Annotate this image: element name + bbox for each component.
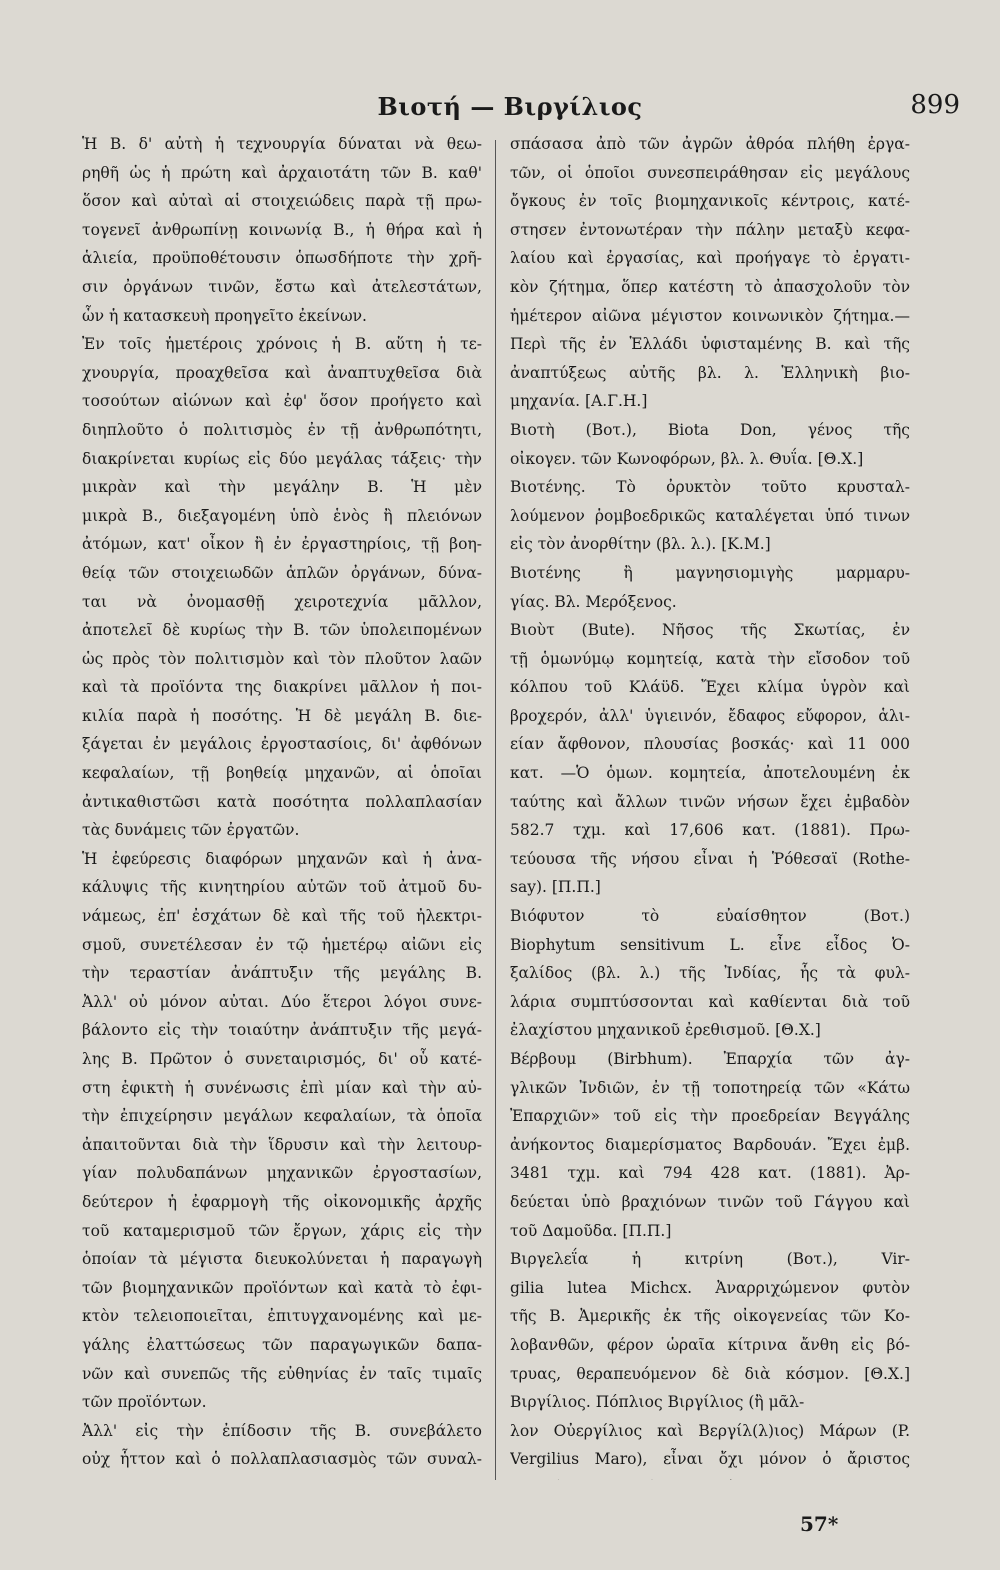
text-line: γίας. Βλ. Μερόξενος. <box>510 592 677 611</box>
text-line: βροχερόν, ἀλλ' ὑγιεινόν, ἔδαφος εὔφορον, ἁλι- <box>510 706 910 725</box>
right-column <box>510 130 910 1480</box>
text-line: λον Οὐεργίλιος καὶ Βεργίλ(λ)ιος) Μάρων (P. <box>510 1421 910 1440</box>
text-line: ὁποίαν τὰ μέγιστα διευκολύνεται ἡ παραγωγὴ <box>82 1250 482 1269</box>
text-line: βάλοντο εἰς τὴν τοιαύτην ἀνάπτυξιν τῆς μεγά- <box>82 1021 482 1040</box>
text-line: διηπλοῦτο ὁ πολιτισμὸς ἐν τῇ ἀνθρωπότητι, <box>82 420 482 439</box>
text-line: νάμεως, ἐπ' ἐσχάτων δὲ καὶ τῆς τοῦ ἠλεκτρι- <box>82 907 482 926</box>
text-line: τεύουσα τῆς νήσου εἶναι ἡ Ῥόθεσαϊ (Rothe- <box>510 849 910 868</box>
text-line: Περὶ τῆς ἐν Ἑλλάδι ὑφισταμένης Β. καὶ τῆς <box>510 335 910 354</box>
text-line: ἡμέτερον αἰῶνα μέγιστον κοινωνικὸν ζήτημα.— <box>510 306 910 325</box>
text-line: κάλυψις τῆς κινητηρίου αὐτῶν τοῦ ἀτμοῦ δυ- <box>82 878 482 897</box>
text-line: στη ἐφικτὴ ἡ συνένωσις ἐπὶ μίαν καὶ τὴν αὐ- <box>82 1078 482 1097</box>
text-line: ρηθῆ ὡς ἡ πρώτη καὶ ἀρχαιοτάτη τῶν Β. καθ' <box>82 163 482 182</box>
text-line: Βιργίλιος. Πόπλιος Βιργίλιος (ἢ μᾶλ- <box>510 1393 805 1412</box>
text-line: ἐλαχίστου μηχανικοῦ ἐρεθισμοῦ. [Θ.Χ.] <box>510 1021 821 1040</box>
text-line: τῇ ὁμωνύμῳ κομητείᾳ, κατὰ τὴν εἴσοδον τοῦ <box>510 649 910 668</box>
text-line: say). [Π.Π.] <box>510 878 601 897</box>
text-line: ἀπαιτοῦνται διὰ τὴν ἵδρυσιν καὶ τὴν λειτουρ- <box>82 1135 482 1154</box>
text-line: δεύτερον ἡ ἐφαρμογὴ τῆς οἰκονομικῆς ἀρχῆς <box>82 1192 482 1211</box>
text-line: ὄγκους ἐν τοῖς βιομηχανικοῖς κέντροις, κατέ- <box>510 192 910 211</box>
text-line: γάλης ἐλαττώσεως τῶν παραγωγικῶν δαπα- <box>82 1335 482 1354</box>
text-line: οἰκογεν. τῶν Κωνοφόρων, βλ. λ. Θυΐα. [Θ.Χ.] <box>510 449 864 468</box>
text-line: κιλία παρὰ ἡ ποσότης. Ἡ δὲ μεγάλη Β. διε- <box>82 706 482 725</box>
text-line: Ἐπαρχιῶν» τοῦ εἰς τὴν προεδρείαν Βεγγάλης <box>510 1107 910 1126</box>
left-column <box>82 130 482 1480</box>
text-line: στησεν ἐντονωτέραν τὴν πάλην μεταξὺ κεφα- <box>510 220 910 239</box>
text-line: Βιοτὴ (Βοτ.), Biota Don, γένος τῆς <box>510 420 910 439</box>
text-line: ἀνήκοντος διαμερίσματος Βαρδουάν. Ἔχει ἐμβ. <box>510 1135 910 1154</box>
text-line: ἁλιεία, προϋποθέτουσιν ὁπωσδήποτε τὴν χρῆ- <box>82 249 482 268</box>
text-line: Biophytum sensitivum L. εἶνε εἶδος Ὀ- <box>510 935 910 954</box>
text-line: ἀντικαθιστῶσι κατὰ ποσότητα πολλαπλασίαν <box>82 792 482 811</box>
text-line: χνουργία, προαχθεῖσα καὶ ἀναπτυχθεῖσα διὰ <box>82 363 482 382</box>
text-line: λούμενον ῥομβοεδρικῶς καταλέγεται ὑπό τινων <box>510 506 910 525</box>
text-line: μικρὰ Β., διεξαγομένη ὑπὸ ἑνὸς ἢ πλειόνων <box>82 506 482 525</box>
text-line: τοῦ καταμερισμοῦ τῶν ἔργων, χάρις εἰς τὴν <box>82 1221 482 1240</box>
text-line: τογενεῖ ἀνθρωπίνῃ κοινωνίᾳ Β., ἡ θήρα καὶ ἡ <box>82 220 482 239</box>
text-line: ἀναπτύξεως αὐτῆς βλ. λ. Ἑλληνικὴ βιο- <box>510 363 910 382</box>
text-line: μικρὰν καὶ τὴν μεγάλην Β. Ἡ μὲν <box>82 478 482 497</box>
text-line: Βιργελεΐα ἡ κιτρίνη (Βοτ.), Vir- <box>510 1250 910 1269</box>
text-line: Vergilius Maro), εἶναι ὄχι μόνον ὁ ἄριστος <box>510 1450 910 1469</box>
text-line: λάρια συμπτύσσονται καὶ καθίενται διὰ τοῦ <box>510 992 910 1011</box>
text-line: gilia lutea Michcx. Ἀναρριχώμενον φυτὸν <box>510 1278 910 1297</box>
text-line: Ἡ Β. δ' αὐτὴ ἡ τεχνουργία δύναται νὰ θεω- <box>82 135 482 153</box>
text-line: Ἀλλ' οὐ μόνον αὐται. Δύο ἕτεροι λόγοι συνε- <box>82 992 482 1011</box>
text-line: γίαν πολυδαπάνων μηχανικῶν ἐργοστασίων, <box>82 1164 482 1183</box>
running-head: Βιοτή — Βιργίλιος <box>377 92 643 121</box>
text-line <box>510 1474 910 1480</box>
text-line: σιν ὀργάνων τινῶν, ἔστω καὶ ἀτελεστάτων, <box>82 277 482 296</box>
text-line: τοσούτων αἰώνων καὶ ἐφ' ὅσον προήγετο καὶ <box>82 392 482 411</box>
text-line: ὡς πρὸς τὸν πολιτισμὸν καὶ τὸν πλοῦτον λαῶν <box>82 649 482 668</box>
text-line: τὴν ἐπιχείρησιν μεγάλων κεφαλαίων, τὰ ὁποῖα <box>82 1107 482 1126</box>
text-line: ξαλίδος (βλ. λ.) τῆς Ἰνδίας, ἧς τὰ φυλ- <box>510 964 910 983</box>
text-line: τοῦ Δαμοῦδα. [Π.Π.] <box>510 1221 672 1240</box>
text-line: λοβανθῶν, φέρον ὡραῖα κίτρινα ἄνθη εἰς βό- <box>510 1335 910 1354</box>
text-line: διακρίνεται κυρίως εἰς δύο μεγάλας τάξεις· τὴν <box>82 449 482 468</box>
text-line: ται νὰ ὀνομασθῇ χειροτεχνία μᾶλλον, <box>82 592 482 611</box>
text-line: σμοῦ, συνετέλεσαν ἐν τῷ ἡμετέρῳ αἰῶνι εἰς <box>82 935 482 954</box>
text-line: 3481 τχμ. καὶ 794 428 κατ. (1881). Ἀρ- <box>510 1164 910 1183</box>
text-line: εἰς τὸν ἀνορθίτην (βλ. λ.). [Κ.Μ.] <box>510 535 771 554</box>
text-line: τῶν προϊόντων. <box>82 1393 207 1412</box>
text-line <box>82 1474 482 1480</box>
text-line: 582.7 τχμ. καὶ 17,606 κατ. (1881). Πρω- <box>510 821 910 840</box>
text-line: ξάγεται ἐν μεγάλοις ἐργοστασίοις, δι' ἀφθόνων <box>82 735 482 754</box>
text-line: τὴν τεραστίαν ἀνάπτυξιν τῆς μεγάλης Β. <box>82 964 482 983</box>
page-number: 899 <box>910 90 960 120</box>
text-line: ὧν ἡ κατασκευὴ προηγεῖτο ἐκείνων. <box>82 306 367 325</box>
text-line: Βιοτένης ἢ μαγνησιομιγὴς μαρμαρυ- <box>510 563 910 582</box>
text-line: τρυας, θεραπευόμενον δὲ διὰ κόσμον. [Θ.Χ.] <box>510 1364 910 1383</box>
text-line: Βιοτένης. Τὸ ὀρυκτὸν τοῦτο κρυσταλ- <box>510 478 910 497</box>
text-line: ἀτόμων, κατ' οἶκον ἢ ἐν ἐργαστηρίοις, τῇ βοη- <box>82 535 482 554</box>
text-line: καὶ τὰ προϊόντα της διακρίνει μᾶλλον ἡ ποι- <box>82 678 482 697</box>
text-line: Ἡ ἐφεύρεσις διαφόρων μηχανῶν καὶ ἡ ἀνα- <box>82 849 482 868</box>
text-line: κεφαλαίων, τῇ βοηθείᾳ μηχανῶν, αἱ ὁποῖαι <box>82 764 482 783</box>
text-line: θείᾳ τῶν στοιχειωδῶν ἁπλῶν ὀργάνων, δύνα- <box>82 563 482 582</box>
text-line: κόλπου τοῦ Κλάϋδ. Ἔχει κλίμα ὑγρὸν καὶ <box>510 678 910 697</box>
text-line: σπάσασα ἀπὸ τῶν ἀγρῶν ἀθρόα πλήθη ἐργα- <box>510 135 910 153</box>
text-line: λαίου καὶ ἐργασίας, καὶ προήγαγε τὸ ἐργατι- <box>510 249 910 268</box>
text-line: Βιόφυτον τὸ εὐαίσθητον (Βοτ.) <box>510 907 910 926</box>
text-line: οὐχ ἧττον καὶ ὁ πολλαπλασιασμὸς τῶν συναλ- <box>82 1450 482 1469</box>
text-line: μηχανία. [Α.Γ.Η.] <box>510 392 648 411</box>
text-line: ἀποτελεῖ δὲ κυρίως τὴν Β. τῶν ὑπολειπομένων <box>82 621 482 640</box>
text-line: Ἐν τοῖς ἡμετέροις χρόνοις ἡ Β. αὕτη ἡ τε- <box>82 335 482 354</box>
text-line: νῶν καὶ συνεπῶς τῆς εὐθηνίας ἐν ταῖς τιμαῖς <box>82 1364 482 1383</box>
text-line: γλικῶν Ἰνδιῶν, ἐν τῇ τοποτηρείᾳ τῶν «Κάτω <box>510 1078 910 1097</box>
text-line: είαν ἄφθονον, πλουσίας βοσκάς· καὶ 11 000 <box>510 735 910 754</box>
text-line: ταύτης καὶ ἄλλων τινῶν νήσων ἔχει ἐμβαδὸν <box>510 792 910 811</box>
column-divider <box>495 140 496 1480</box>
page-header <box>60 88 960 128</box>
text-line: ὅσον καὶ αὐταὶ αἱ στοιχειώδεις παρὰ τῇ πρω- <box>82 192 482 211</box>
text-line: δεύεται ὑπὸ βραχιόνων τινῶν τοῦ Γάγγου καὶ <box>510 1192 910 1211</box>
text-line: τὰς δυνάμεις τῶν ἐργατῶν. <box>82 821 300 840</box>
text-line: Ἀλλ' εἰς τὴν ἐπίδοσιν τῆς Β. συνεβάλετο <box>82 1421 482 1440</box>
text-line: Βιοὺτ (Bute). Νῆσος τῆς Σκωτίας, ἐν <box>510 621 910 640</box>
signature-mark: 57* <box>800 1512 839 1536</box>
text-line: Βέρβουμ (Birbhum). Ἐπαρχία τῶν ἀγ- <box>510 1050 910 1068</box>
text-line: κατ. —Ὁ ὁμων. κομητεία, ἀποτελουμένη ἐκ <box>510 764 910 783</box>
text-line: κτὸν τελειοποιεῖται, ἐπιτυγχανομένης καὶ με- <box>82 1307 482 1326</box>
text-line: τῆς Β. Ἀμερικῆς ἐκ τῆς οἰκογενείας τῶν Κο- <box>510 1307 910 1326</box>
text-line: λης Β. Πρῶτον ὁ συνεταιρισμός, δι' οὗ κατέ- <box>82 1050 482 1068</box>
text-line: τῶν, οἱ ὁποῖοι συνεσπειράθησαν εἰς μεγάλους <box>510 163 910 182</box>
text-line: κὸν ζήτημα, ὅπερ κατέστη τὸ ἀπασχολοῦν τὸν <box>510 277 910 296</box>
text-line: τῶν βιομηχανικῶν προϊόντων καὶ κατὰ τὸ ἐφι- <box>82 1278 482 1297</box>
